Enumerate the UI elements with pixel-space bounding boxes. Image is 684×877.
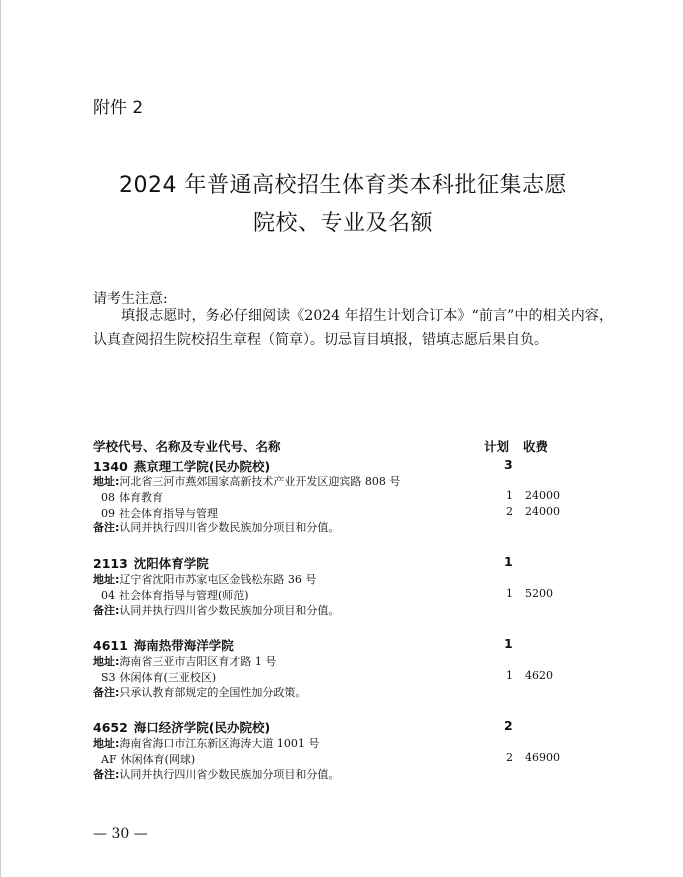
school-code: 4611 xyxy=(93,638,128,653)
major-row xyxy=(101,669,216,685)
major-name: 社会体育指导与管理 xyxy=(119,507,218,520)
note-label: 备注: xyxy=(93,686,120,699)
address-text: 海南省海口市江东新区海涛大道 1001 号 xyxy=(119,737,320,750)
attachment-label: 附件 2 xyxy=(93,98,144,118)
column-header-fee: 收费 xyxy=(523,439,549,454)
school-address xyxy=(93,571,316,587)
major-plan: 2 xyxy=(506,505,513,518)
major-fee: 24000 xyxy=(525,489,560,502)
address-label: 地址: xyxy=(93,475,120,488)
school-note xyxy=(93,684,306,700)
school-entry xyxy=(93,636,234,654)
address-label: 地址: xyxy=(93,737,120,750)
note-label: 备注: xyxy=(93,604,120,617)
page-title-line-1: 2024 年普通高校招生体育类本科批征集志愿 xyxy=(119,173,567,198)
school-note xyxy=(93,519,339,535)
school-code: 2113 xyxy=(93,556,128,571)
school-entry xyxy=(93,554,209,572)
address-label: 地址: xyxy=(93,573,120,586)
note-label: 备注: xyxy=(93,768,120,781)
major-name: 休闲体育(三亚校区) xyxy=(119,671,217,684)
major-plan: 1 xyxy=(506,669,513,682)
major-code: 08 xyxy=(101,491,115,504)
column-header-plan: 计划 xyxy=(484,439,510,454)
notice-heading: 请考生注意: xyxy=(93,291,168,307)
note-text: 认同并执行四川省少数民族加分项目和分值。 xyxy=(119,521,340,534)
notice-body: 填报志愿时，务必仔细阅读《2024 年招生计划合订本》“前言”中的相关内容，认真查阅招生院校招生章程（简章）。切忌盲目填报，错填志愿后果自负。 xyxy=(93,308,613,348)
major-plan: 2 xyxy=(506,751,513,764)
school-name: 沈阳体育学院 xyxy=(133,556,209,571)
major-row xyxy=(101,587,249,603)
school-address xyxy=(93,653,276,669)
major-fee: 24000 xyxy=(525,505,560,518)
note-text: 只承认教育部规定的全国性加分政策。 xyxy=(119,686,307,699)
address-text: 辽宁省沈阳市苏家屯区金钱松东路 36 号 xyxy=(119,573,317,586)
note-label: 备注: xyxy=(93,521,120,534)
school-name: 燕京理工学院(民办院校) xyxy=(133,459,271,474)
major-name: 体育教育 xyxy=(119,491,163,504)
address-text: 海南省三亚市吉阳区育才路 1 号 xyxy=(119,655,277,668)
page-number: — 30 — xyxy=(93,826,148,842)
major-fee: 46900 xyxy=(525,751,560,764)
note-text: 认同并执行四川省少数民族加分项目和分值。 xyxy=(119,604,340,617)
school-address xyxy=(93,735,319,751)
major-code: S3 xyxy=(101,671,116,684)
school-plan: 3 xyxy=(504,457,513,472)
school-name: 海口经济学院(民办院校) xyxy=(133,720,271,735)
school-code: 1340 xyxy=(93,459,128,474)
page-title-line-2: 院校、专业及名额 xyxy=(252,211,433,236)
school-plan: 2 xyxy=(504,718,513,733)
school-entry xyxy=(93,718,270,736)
address-label: 地址: xyxy=(93,655,120,668)
major-code: 04 xyxy=(101,589,115,602)
major-fee: 5200 xyxy=(525,587,553,600)
address-text: 河北省三河市燕郊国家高新技术产业开发区迎宾路 808 号 xyxy=(119,475,401,488)
major-name: 社会体育指导与管理(师范) xyxy=(119,589,249,602)
column-header-name: 学校代号、名称及专业代号、名称 xyxy=(93,439,281,454)
major-code: AF xyxy=(101,753,117,766)
school-note xyxy=(93,602,339,618)
school-code: 4652 xyxy=(93,720,128,735)
major-plan: 1 xyxy=(506,489,513,502)
school-address xyxy=(93,473,400,489)
note-text: 认同并执行四川省少数民族加分项目和分值。 xyxy=(119,768,340,781)
school-plan: 1 xyxy=(504,554,513,569)
major-name: 休闲体育(网球) xyxy=(120,753,196,766)
school-name: 海南热带海洋学院 xyxy=(133,638,234,653)
school-note xyxy=(93,766,339,782)
major-fee: 4620 xyxy=(525,669,553,682)
school-plan: 1 xyxy=(504,636,513,651)
major-row xyxy=(101,489,163,505)
major-plan: 1 xyxy=(506,587,513,600)
major-row xyxy=(101,751,195,767)
major-code: 09 xyxy=(101,507,115,520)
